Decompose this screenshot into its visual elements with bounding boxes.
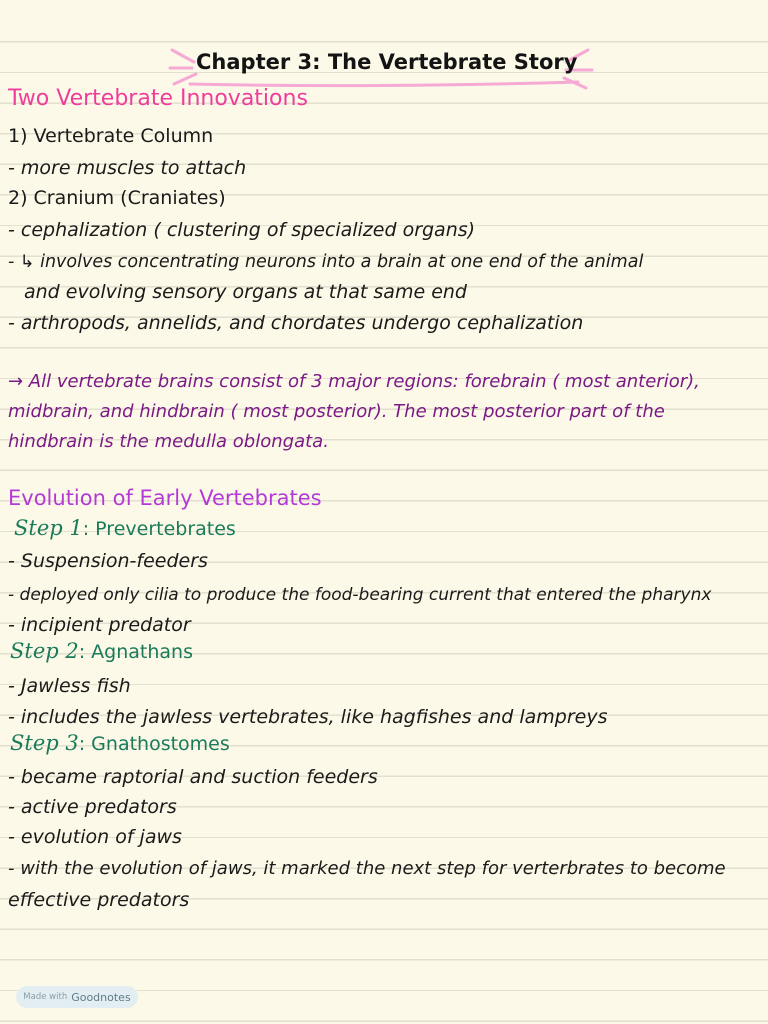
list-item: effective predators — [8, 889, 190, 911]
section-heading-innovations: Two Vertebrate Innovations — [8, 86, 308, 111]
list-item: - active predators — [8, 796, 177, 818]
list-item: - includes the jawless vertebrates, like hagfishes and lampreys — [8, 706, 608, 728]
section-heading-evolution: Evolution of Early Vertebrates — [8, 486, 322, 510]
badge-made-with: Made with — [23, 992, 68, 1002]
list-item: 1) Vertebrate Column — [8, 125, 214, 147]
step-1-heading — [14, 515, 236, 542]
step-2-label: Step 2 — [10, 639, 79, 663]
list-item: - evolution of jaws — [8, 826, 182, 848]
note-line: → All vertebrate brains consist of 3 major regions: forebrain ( most anterior), — [8, 371, 700, 392]
list-item: - cephalization ( clustering of specialized organs) — [8, 219, 476, 241]
made-with-goodnotes-badge[interactable] — [16, 986, 138, 1008]
list-item: - Suspension-feeders — [8, 550, 208, 572]
step-3-heading — [10, 730, 230, 757]
note-line: hindbrain is the medulla oblongata. — [8, 431, 329, 452]
step-2-name: : Agnathans — [78, 641, 193, 663]
list-item: - arthropods, annelids, and chordates undergo cephalization — [8, 312, 584, 334]
list-item: - with the evolution of jaws, it marked the next step for verterbrates to become — [8, 858, 726, 879]
list-item: - incipient predator — [8, 614, 191, 636]
step-1-name: : Prevertebrates — [82, 518, 236, 540]
list-item: - more muscles to attach — [8, 157, 247, 179]
step-3-label: Step 3 — [10, 731, 79, 755]
note-line: midbrain, and hindbrain ( most posterior). The most posterior part of the — [8, 401, 665, 422]
list-item: - deployed only cilia to produce the food-bearing current that entered the pharynx — [8, 585, 712, 605]
list-item: - Jawless fish — [8, 675, 131, 697]
list-item: and evolving sensory organs at that same end — [24, 281, 467, 303]
list-item: 2) Cranium (Craniates) — [8, 187, 226, 209]
step-3-name: : Gnathostomes — [78, 733, 230, 755]
list-item: - ↳ involves concentrating neurons into a brain at one end of the animal — [8, 252, 644, 272]
step-1-label: Step 1 — [14, 516, 83, 540]
list-item: - became raptorial and suction feeders — [8, 766, 378, 788]
page-title: Chapter 3: The Vertebrate Story — [196, 50, 578, 74]
step-2-heading — [10, 638, 193, 665]
page-title-block — [168, 44, 598, 92]
badge-brand: Goodnotes — [71, 990, 131, 1004]
